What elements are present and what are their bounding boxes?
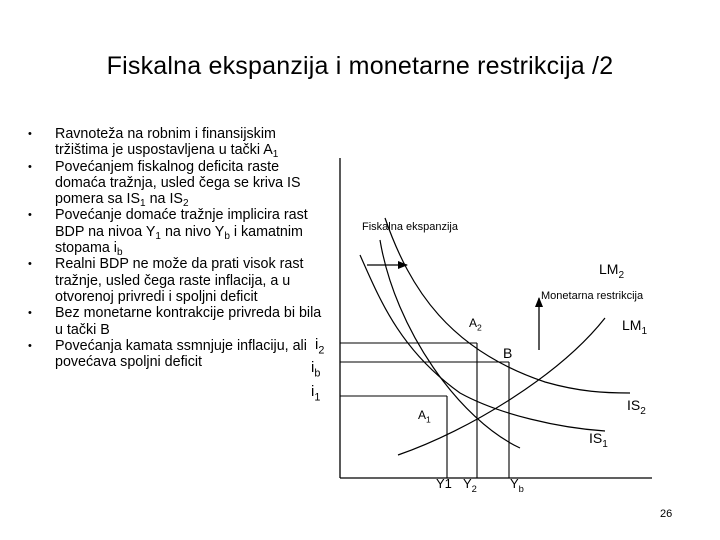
- slide-title: Fiskalna ekspanzija i monetarne restrikcija /2: [106, 52, 614, 80]
- subscript: b: [224, 230, 230, 242]
- subscript: 2: [182, 198, 189, 210]
- subscript: 1: [272, 149, 279, 161]
- lm1-curve: [398, 318, 605, 455]
- bullet-dot-icon: •: [28, 339, 32, 352]
- y-label-i1: $i_1$: [311, 383, 321, 404]
- is2-curve: [385, 218, 630, 393]
- x-label-y1: Y1: [436, 476, 452, 491]
- bullet-dot-icon: •: [28, 160, 32, 173]
- lm1-label: $LM_1$: [622, 317, 648, 338]
- is1-label: $IS_1$: [589, 430, 608, 451]
- bullet-item: • Povećanja kamata ssmnjuje inflaciju, ali povećava spoljni deficit: [28, 337, 307, 371]
- bullet-dot-icon: •: [28, 128, 32, 140]
- bullet-item: • Bez monetarne kontrakcije privreda bi bila u tački B: [28, 305, 322, 338]
- x-label-y2: $Y_2$: [463, 476, 477, 494]
- monetary-restriction-label: Monetarna restrikcija: [541, 290, 644, 302]
- point-a2-label: $A_2$: [469, 316, 482, 333]
- x-label-yb: $Y_b$: [510, 476, 524, 494]
- y-label-i2: $i_2$: [315, 336, 325, 357]
- bullet-dot-icon: •: [28, 209, 32, 222]
- bullet-item: • Realni BDP ne može da prati visok rast tražnje, usled čega raste inflacija, a u otvorenoj privredi i spoljni deficit: [28, 256, 304, 305]
- point-b-label: B: [503, 345, 513, 361]
- subscript: b: [116, 247, 123, 259]
- lm2-curve: [380, 240, 520, 448]
- bullet-dot-icon: •: [28, 307, 32, 320]
- bullet-item: • Ravnoteža na robnim i finansijskim tržištima je uspostavljena u tački $A_1$: [28, 126, 279, 161]
- bullet-item: • Povećanje domaće tražnje implicira rast BDP na nivoa $Y_1$ na nivo $Y_b$ i kamatnim stopama $i_b$: [28, 207, 308, 259]
- point-a1-label: $A_1$: [418, 408, 431, 425]
- y-label-ib: $i_b$: [311, 359, 321, 380]
- page-number: 26: [660, 508, 673, 520]
- bullet-dot-icon: •: [28, 258, 32, 271]
- is2-label: $IS_2$: [627, 397, 646, 418]
- subscript: 1: [155, 230, 161, 242]
- fiscal-expansion-label: Fiskalna ekspanzija: [362, 221, 458, 233]
- lm2-label: $LM_2$: [599, 261, 625, 282]
- bullet-item: • Povećanjem fiskalnog deficita raste domaća tražnja, usled čega se kriva IS pomera sa $IS_1$ na $IS_2$: [28, 158, 301, 210]
- subscript: 1: [140, 198, 146, 210]
